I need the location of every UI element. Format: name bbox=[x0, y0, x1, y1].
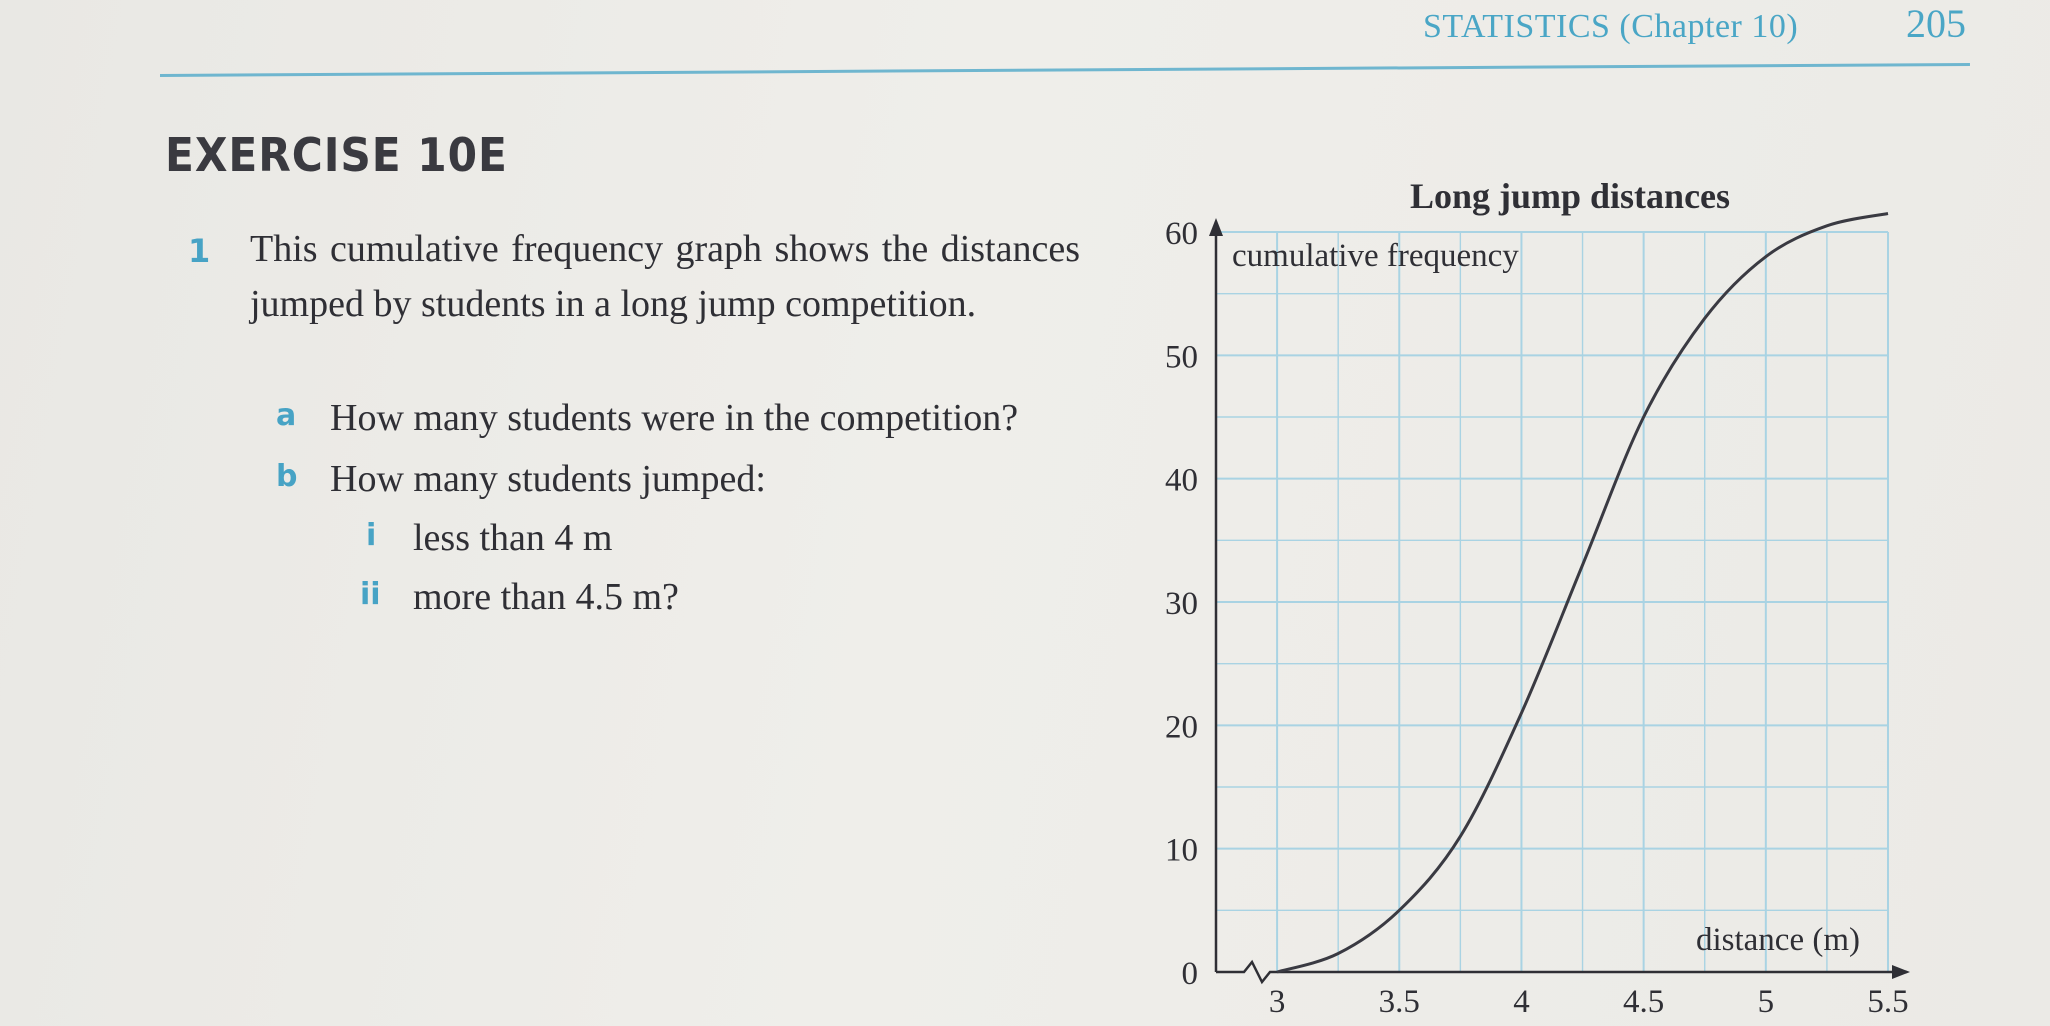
subpart-ii-text: more than 4.5 m? bbox=[413, 576, 679, 618]
x-tick-label: 4 bbox=[1513, 984, 1530, 1020]
chart-title: Long jump distances bbox=[1409, 176, 1731, 216]
chart-grid bbox=[1216, 232, 1888, 972]
x-axis-line bbox=[1216, 962, 1894, 982]
y-tick-label: 30 bbox=[1165, 586, 1198, 622]
x-tick-label: 5.5 bbox=[1867, 984, 1909, 1020]
part-a-text: How many students were in the competition? bbox=[330, 397, 1019, 439]
page-number: 205 bbox=[1906, 1, 1966, 46]
part-b-text: How many students jumped: bbox=[330, 458, 766, 500]
y-tick-label: 60 bbox=[1165, 216, 1198, 252]
part-a-label: a bbox=[276, 398, 297, 433]
subpart-i-label: i bbox=[366, 518, 377, 553]
y-tick-label: 50 bbox=[1165, 339, 1198, 376]
x-axis-arrow bbox=[1892, 965, 1910, 979]
y-tick-label: 0 bbox=[1181, 956, 1198, 992]
x-tick-label: 3.5 bbox=[1378, 984, 1420, 1020]
subpart-ii-label: ii bbox=[360, 577, 381, 612]
part-b-label: b bbox=[276, 459, 298, 494]
chart-axes bbox=[1209, 218, 1910, 982]
question-number: 1 bbox=[188, 232, 211, 270]
running-head: STATISTICS (Chapter 10) bbox=[1423, 8, 1799, 45]
x-tick-label: 4.5 bbox=[1623, 984, 1665, 1020]
y-tick-label: 20 bbox=[1165, 709, 1198, 746]
y-tick-label: 40 bbox=[1165, 462, 1198, 499]
x-axis-label: distance (m) bbox=[1695, 922, 1860, 958]
subpart-i-text: less than 4 m bbox=[413, 517, 613, 559]
x-tick-label: 5 bbox=[1757, 984, 1775, 1020]
y-axis-arrow bbox=[1209, 218, 1223, 236]
exercise-title: EXERCISE 10E bbox=[165, 128, 508, 182]
y-tick-label: 10 bbox=[1165, 832, 1198, 869]
x-tick-label: 3 bbox=[1268, 984, 1286, 1020]
question-text: This cumulative frequency graph shows the distances jumped by students in a long jump competition. bbox=[250, 228, 1080, 325]
y-axis-label: cumulative frequency bbox=[1232, 238, 1519, 274]
